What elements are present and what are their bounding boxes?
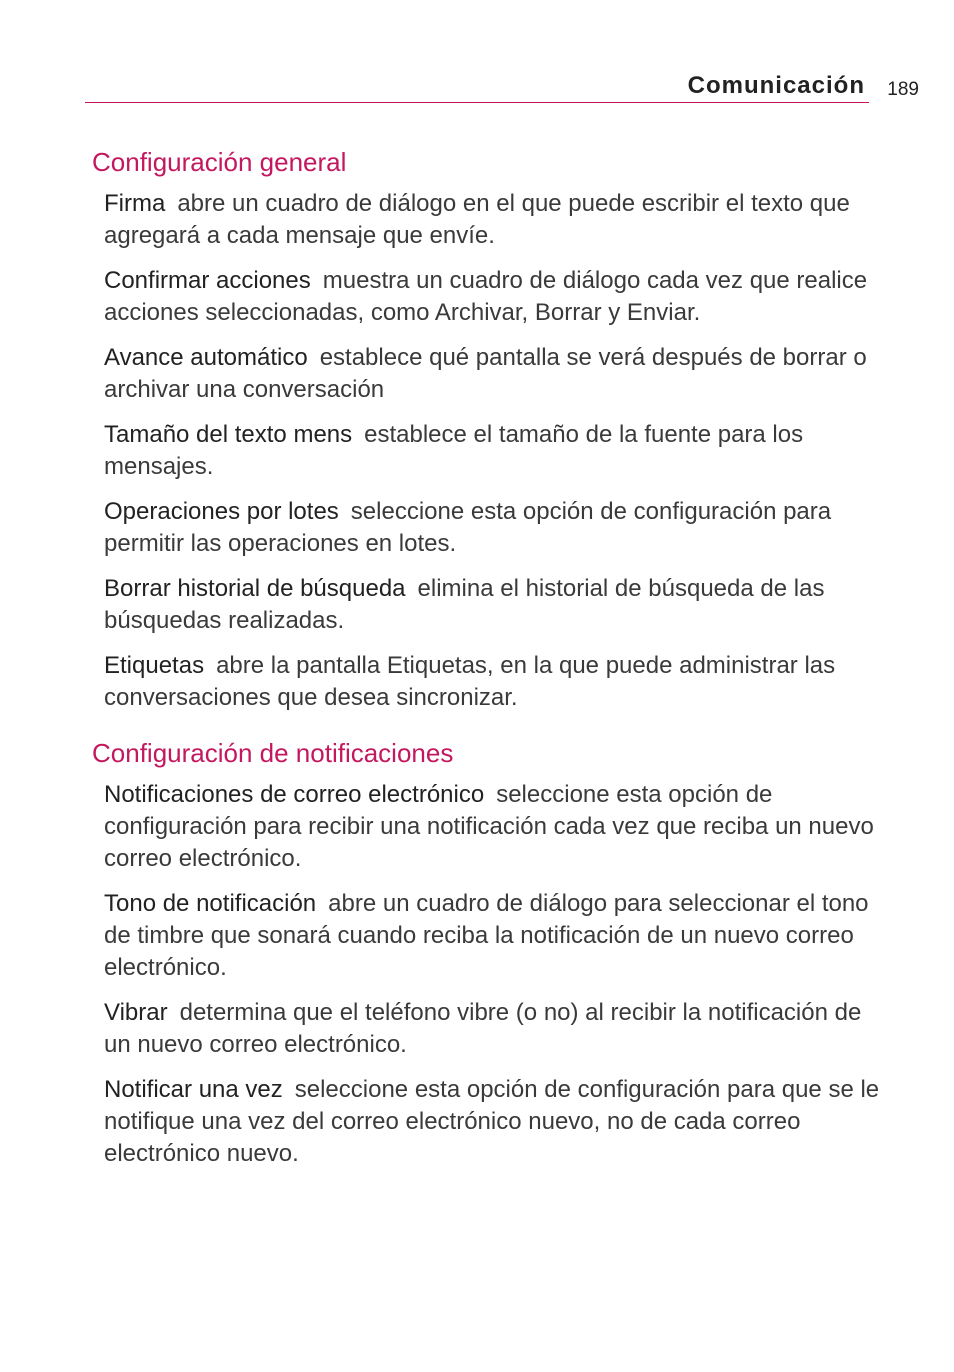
- setting-term: Notificaciones de correo electrónico: [104, 781, 485, 808]
- setting-description: seleccione esta opción de configuración para permitir las operaciones en lotes.: [104, 498, 832, 557]
- setting-description: abre un cuadro de diálogo en el que puede escribir el texto que agregará a cada mensaje que envíe.: [104, 190, 850, 249]
- setting-term: Borrar historial de búsqueda: [104, 575, 406, 602]
- setting-description: establece el tamaño de la fuente para los mensajes.: [104, 421, 804, 480]
- section-title: Configuración de notificaciones: [92, 738, 454, 768]
- setting-description: muestra un cuadro de diálogo cada vez que realice acciones seleccionadas, como Archivar, Borrar y Enviar.: [104, 267, 868, 326]
- setting-term: Vibrar: [104, 999, 168, 1026]
- setting-description: establece qué pantalla se verá después de borrar o archivar una conversación: [104, 344, 867, 403]
- setting-description: seleccione esta opción de configuración para que se le notifique una vez del correo electrónico nuevo, no de cada correo electrónico nuevo.: [104, 1076, 880, 1167]
- setting-entry-notification-tone: [104, 888, 882, 984]
- section-title: Configuración general: [92, 147, 347, 177]
- page-header: [85, 64, 919, 106]
- setting-term: Confirmar acciones: [104, 267, 311, 294]
- setting-term: Etiquetas: [104, 652, 205, 679]
- header-divider: [85, 102, 869, 103]
- setting-entry-batch-operations: [104, 496, 882, 560]
- setting-entry-notify-once: [104, 1074, 882, 1170]
- setting-description: abre la pantalla Etiquetas, en la que puede administrar las conversaciones que desea sincronizar.: [104, 652, 836, 711]
- setting-description: abre un cuadro de diálogo para seleccionar el tono de timbre que sonará cuando reciba la notificación de un nuevo correo electrónico.: [104, 890, 869, 981]
- setting-entry-text-size: [104, 419, 882, 483]
- setting-entry-confirm-actions: [104, 265, 882, 329]
- setting-term: Avance automático: [104, 344, 308, 371]
- section-notification-settings: [92, 737, 882, 1183]
- setting-term: Tono de notificación: [104, 890, 317, 917]
- setting-term: Firma: [104, 190, 166, 217]
- setting-entry-auto-advance: [104, 342, 882, 406]
- setting-term: Tamaño del texto mens: [104, 421, 353, 448]
- setting-description: elimina el historial de búsqueda de las búsquedas realizadas.: [104, 575, 825, 634]
- setting-entry-labels: [104, 650, 882, 714]
- setting-entry-signature: [104, 188, 882, 252]
- setting-entry-email-notifications: [104, 779, 882, 875]
- setting-term: Notificar una vez: [104, 1076, 283, 1103]
- setting-entry-clear-search-history: [104, 573, 882, 637]
- section-general-settings: [92, 146, 882, 727]
- setting-entry-vibrate: [104, 997, 882, 1061]
- setting-term: Operaciones por lotes: [104, 498, 339, 525]
- setting-description: seleccione esta opción de configuración para recibir una notificación cada vez que reciba un nuevo correo electrónico.: [104, 781, 874, 872]
- setting-description: determina que el teléfono vibre (o no) al recibir la notificación de un nuevo correo electrónico.: [104, 999, 862, 1058]
- chapter-title: Comunicación: [687, 72, 865, 99]
- page-number: 189: [887, 79, 919, 100]
